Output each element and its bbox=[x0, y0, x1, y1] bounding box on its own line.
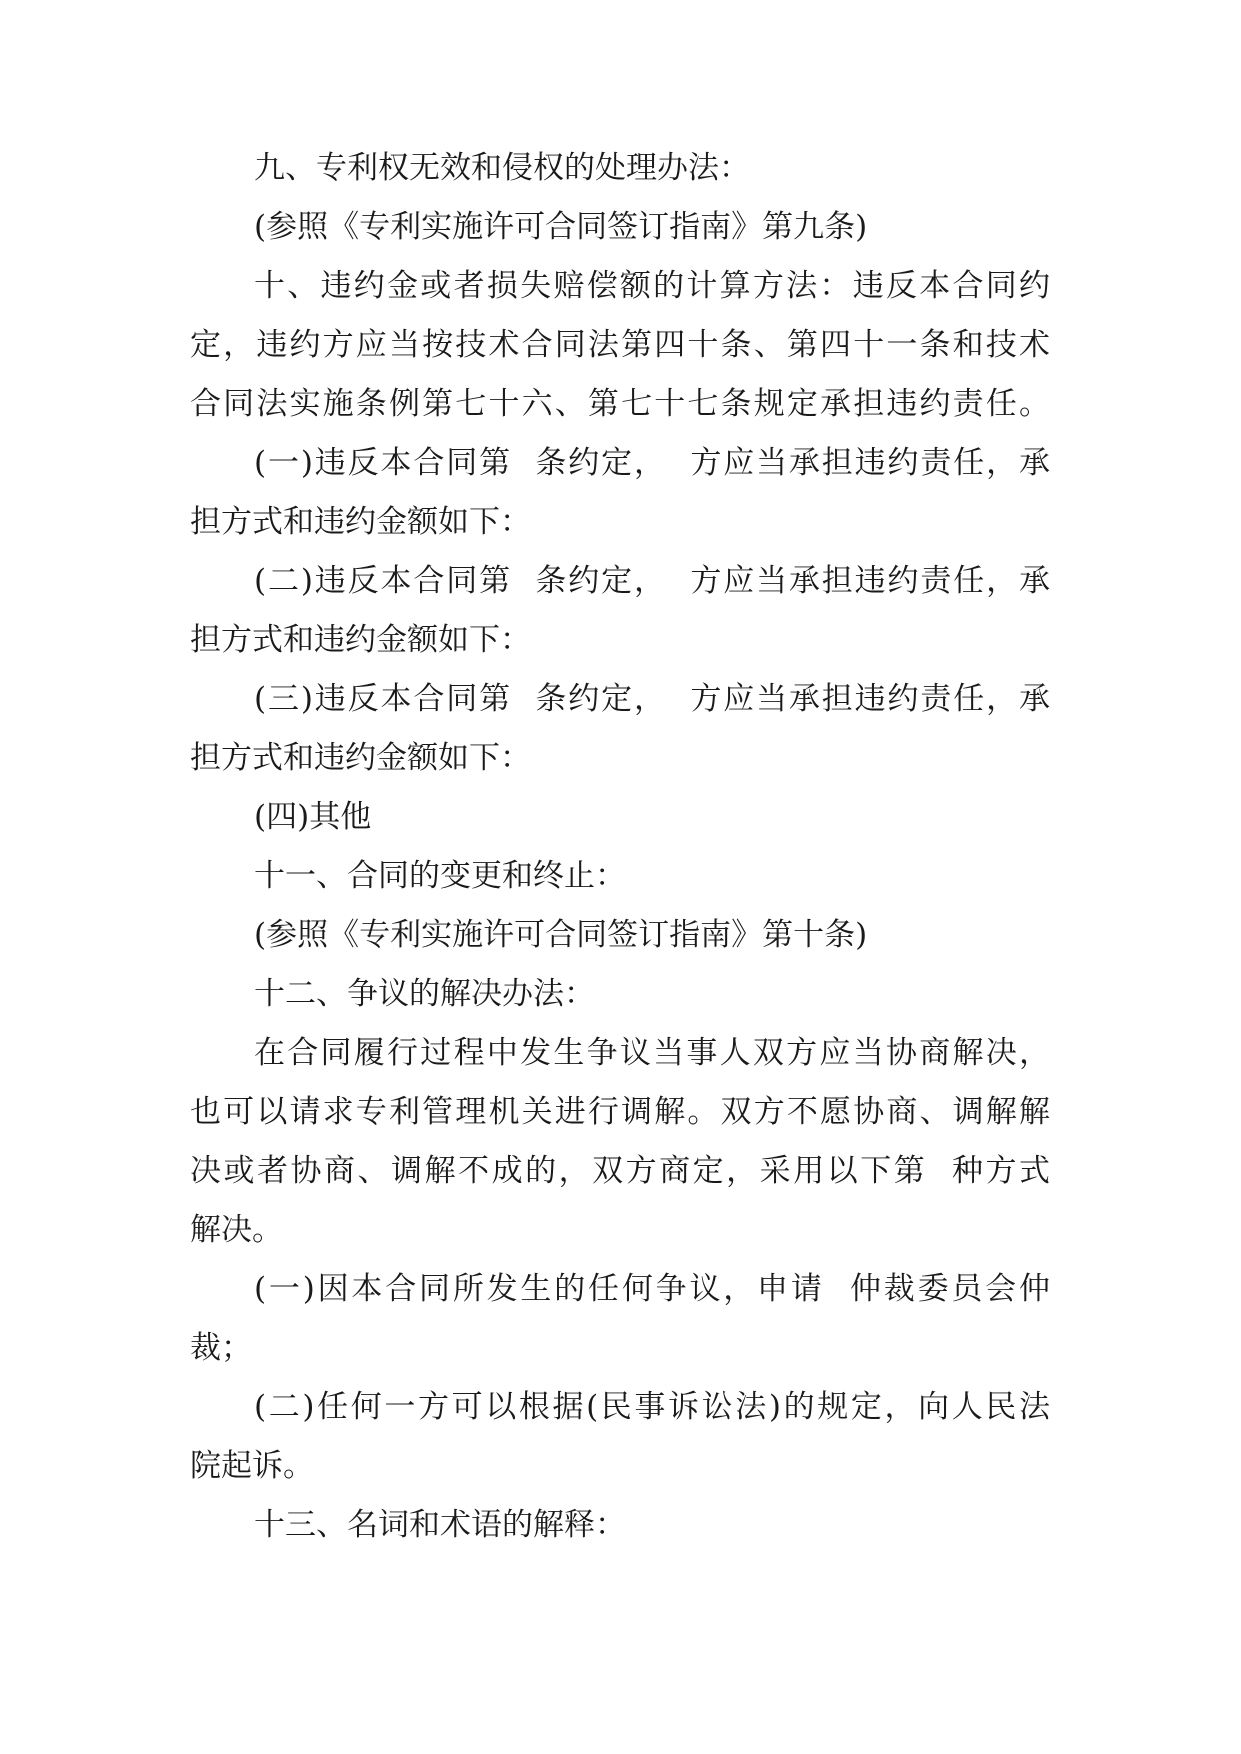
breach-item-2: (二)违反本合同第 条约定， 方应当承担违约责任，承 bbox=[254, 563, 1050, 599]
section-10-text-line: 定，违约方应当按技术合同法第四十条、第四十一条和技术 bbox=[190, 327, 1050, 363]
breach-item-3: (三)违反本合同第 条约定， 方应当承担违约责任，承 bbox=[254, 681, 1050, 717]
breach-item-4: (四)其他 bbox=[254, 799, 372, 835]
section-11-heading: 十一、合同的变更和终止： bbox=[254, 858, 626, 894]
breach-item-3-cont: 担方式和违约金额如下： bbox=[190, 740, 531, 776]
section-12-text-line: 决或者协商、调解不成的，双方商定，采用以下第 种方式 bbox=[190, 1153, 1050, 1189]
dispute-option-2: (二)任何一方可以根据(民事诉讼法)的规定，向人民法 bbox=[254, 1389, 1050, 1425]
dispute-option-2-cont: 院起诉。 bbox=[190, 1448, 314, 1484]
dispute-option-1-cont: 裁； bbox=[190, 1330, 252, 1366]
section-9-heading: 九、专利权无效和侵权的处理办法： bbox=[254, 150, 750, 186]
section-9-reference: (参照《专利实施许可合同签订指南》第九条) bbox=[254, 209, 868, 245]
section-13-heading: 十三、名词和术语的解释： bbox=[254, 1507, 626, 1543]
section-10-heading: 十、违约金或者损失赔偿额的计算方法：违反本合同约 bbox=[254, 268, 1050, 304]
breach-item-2-cont: 担方式和违约金额如下： bbox=[190, 622, 531, 658]
section-11-reference: (参照《专利实施许可合同签订指南》第十条) bbox=[254, 917, 868, 953]
section-12-text-line: 在合同履行过程中发生争议当事人双方应当协商解决， bbox=[254, 1035, 1050, 1071]
section-10-text-line: 合同法实施条例第七十六、第七十七条规定承担违约责任。 bbox=[190, 386, 1050, 422]
breach-item-1-cont: 担方式和违约金额如下： bbox=[190, 504, 531, 540]
dispute-option-1: (一)因本合同所发生的任何争议，申请 仲裁委员会仲 bbox=[254, 1271, 1050, 1307]
section-12-text-line: 也可以请求专利管理机关进行调解。双方不愿协商、调解解 bbox=[190, 1094, 1050, 1130]
section-12-text-line: 解决。 bbox=[190, 1212, 283, 1248]
breach-item-1: (一)违反本合同第 条约定， 方应当承担违约责任，承 bbox=[254, 445, 1050, 481]
section-12-heading: 十二、争议的解决办法： bbox=[254, 976, 595, 1012]
